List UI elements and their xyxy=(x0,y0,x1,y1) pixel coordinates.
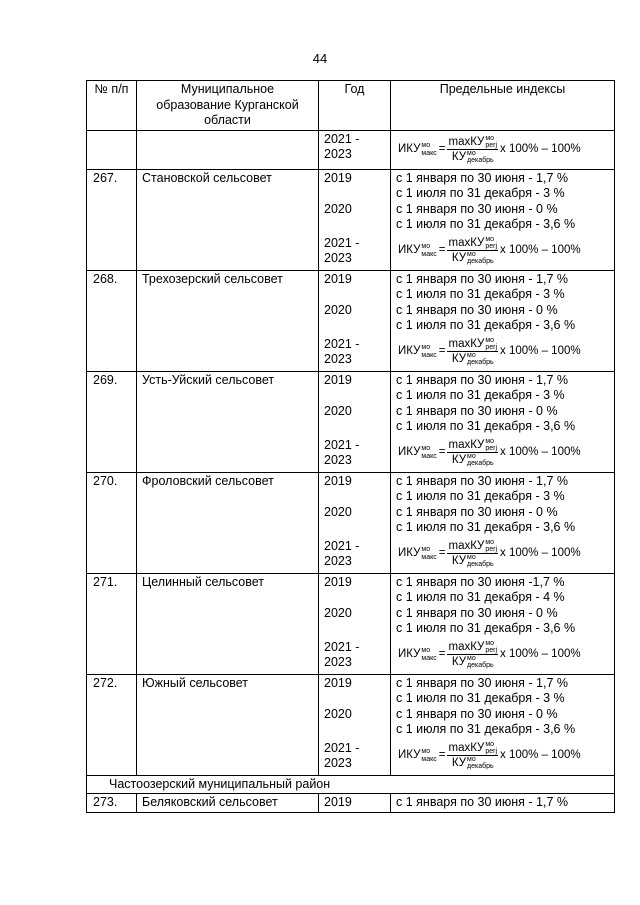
formula-lhs-sup: мо xyxy=(421,747,431,755)
index-line: с 1 января по 30 июня - 1,7 % xyxy=(396,271,568,286)
cell-year xyxy=(319,674,391,775)
cell-num: 272. xyxy=(87,674,137,775)
year-gap xyxy=(324,590,385,606)
index-line: с 1 января по 30 июня - 0 % xyxy=(396,605,558,620)
formula xyxy=(396,334,609,370)
index-line: с 1 января по 30 июня - 0 % xyxy=(396,504,558,519)
formula-num-sub: perj xyxy=(485,647,498,654)
formula-lhs-sup: мо xyxy=(421,242,431,250)
year-gap xyxy=(324,621,385,637)
year-gap xyxy=(324,217,385,233)
year-2020: 2020 xyxy=(324,302,352,317)
formula-num-sub: perj xyxy=(485,445,498,452)
formula-numerator xyxy=(447,438,498,453)
formula-lhs-indices xyxy=(421,344,436,360)
formula-den-sub: декабрь xyxy=(467,157,494,164)
cell-num xyxy=(87,130,137,169)
index-line: с 1 июля по 31 декабря - 3,6 % xyxy=(396,419,576,433)
formula-num-sup: мо xyxy=(485,135,495,142)
year-range: 2021 - 2023 xyxy=(324,235,360,265)
formula-num-indices xyxy=(485,135,497,149)
cell-year xyxy=(319,371,391,472)
formula-num-indices xyxy=(485,337,497,351)
cell-index: с 1 января по 30 июня - 1,7 % xyxy=(391,794,615,813)
year-2019: 2019 xyxy=(324,271,352,286)
formula-num-indices xyxy=(485,438,497,452)
formula-lhs-sup: мо xyxy=(421,343,431,351)
header-year xyxy=(319,81,391,131)
formula-fraction xyxy=(447,640,498,669)
year-2019: 2019 xyxy=(324,675,352,690)
formula-equals: = xyxy=(438,748,446,761)
formula-num-main: maxКУ xyxy=(448,742,485,754)
cell-year xyxy=(319,130,391,169)
cell-year xyxy=(319,270,391,371)
cell-name xyxy=(137,130,319,169)
formula-denominator xyxy=(451,453,495,467)
cell-name: Трехозерский сельсовет xyxy=(137,270,319,371)
formula-den-indices xyxy=(467,554,494,568)
table-row xyxy=(87,794,615,813)
formula-num-sub: perj xyxy=(485,344,498,351)
year-2020: 2020 xyxy=(324,605,352,620)
formula-lhs-sup: мо xyxy=(421,444,431,452)
year-gap xyxy=(324,287,385,303)
formula-den-sub: декабрь xyxy=(467,763,494,770)
formula-holder xyxy=(396,637,609,673)
formula-lhs: ИКУ xyxy=(398,748,421,761)
formula-den-main: КУ xyxy=(451,656,466,668)
formula-num-indices xyxy=(485,539,497,553)
formula-den-sup: мо xyxy=(467,150,476,157)
formula-den-sup: мо xyxy=(467,453,476,460)
formula-lhs-indices xyxy=(421,445,436,461)
formula-rest: x 100% – 100% xyxy=(500,445,581,458)
formula-num-main: maxКУ xyxy=(448,540,485,552)
formula-holder xyxy=(396,435,609,471)
formula-rest: x 100% – 100% xyxy=(500,546,581,559)
table-row xyxy=(87,674,615,775)
formula-fraction xyxy=(447,539,498,568)
formula-num-indices xyxy=(485,236,497,250)
cell-name: Беляковский сельсовет xyxy=(137,794,319,813)
formula-holder xyxy=(396,738,609,774)
formula xyxy=(396,637,609,673)
cell-name: Южный сельсовет xyxy=(137,674,319,775)
formula-den-sup: мо xyxy=(467,655,476,662)
year-gap xyxy=(324,722,385,738)
formula-lhs: ИКУ xyxy=(398,344,421,357)
formula-equals: = xyxy=(438,142,446,155)
formula xyxy=(396,536,609,572)
formula-den-indices xyxy=(467,756,494,770)
formula-lhs-sub: макс xyxy=(421,250,437,258)
year-range: 2021 - 2023 xyxy=(324,437,360,467)
year-2020: 2020 xyxy=(324,201,352,216)
formula-lhs-sup: мо xyxy=(421,141,431,149)
index-line: с 1 июля по 31 декабря - 3,6 % xyxy=(396,722,576,736)
formula-lhs-sup: мо xyxy=(421,646,431,654)
index-line: с 1 января по 30 июня - 1,7 % xyxy=(396,675,568,690)
year-range: 2021 - 2023 xyxy=(324,740,360,770)
formula-num-sup: мо xyxy=(485,539,495,546)
formula-denominator xyxy=(451,150,495,164)
formula-num-sup: мо xyxy=(485,741,495,748)
cell-indices xyxy=(391,472,615,573)
formula-num-indices xyxy=(485,741,497,755)
index-line: с 1 июля по 31 декабря - 3,6 % xyxy=(396,217,576,231)
cell-num: 270. xyxy=(87,472,137,573)
formula-num-indices xyxy=(485,640,497,654)
table-header-row xyxy=(87,81,615,131)
formula-num-sub: perj xyxy=(485,546,498,553)
formula-rest: x 100% – 100% xyxy=(500,344,581,357)
formula-num-sup: мо xyxy=(485,640,495,647)
formula-fraction xyxy=(447,337,498,366)
formula-den-indices xyxy=(467,352,494,366)
index-line: с 1 января по 30 июня - 0 % xyxy=(396,706,558,721)
cell-indices xyxy=(391,169,615,270)
year-2020: 2020 xyxy=(324,504,352,519)
cell-indices xyxy=(391,573,615,674)
cell-indices xyxy=(391,371,615,472)
formula-equals: = xyxy=(438,546,446,559)
cell-indices xyxy=(391,270,615,371)
formula-num-main: maxКУ xyxy=(448,641,485,653)
formula-lhs: ИКУ xyxy=(398,142,421,155)
formula-num-sub: perj xyxy=(485,748,498,755)
formula-lhs-sub: макс xyxy=(421,351,437,359)
formula-lhs-sub: макс xyxy=(421,755,437,763)
formula-holder xyxy=(396,233,609,269)
formula-lhs-sub: макс xyxy=(421,149,437,157)
header-name-label: Муниципальное образование Курганской области xyxy=(156,82,299,127)
formula-denominator xyxy=(451,756,495,770)
formula xyxy=(396,738,609,774)
formula-lhs-sub: макс xyxy=(421,654,437,662)
formula-den-sup: мо xyxy=(467,756,476,763)
formula-lhs-sub: макс xyxy=(421,553,437,561)
cell-name: Целинный сельсовет xyxy=(137,573,319,674)
formula-numerator xyxy=(447,640,498,655)
formula-lhs-indices xyxy=(421,142,436,158)
index-line: с 1 июля по 31 декабря - 3 % xyxy=(396,489,565,503)
formula-num-sup: мо xyxy=(485,438,495,445)
header-num xyxy=(87,81,137,131)
formula-den-main: КУ xyxy=(451,757,466,769)
formula-numerator xyxy=(447,539,498,554)
index-line: с 1 января по 30 июня - 1,7 % xyxy=(396,473,568,488)
year-2019: 2019 xyxy=(324,372,352,387)
cell-name: Фроловский сельсовет xyxy=(137,472,319,573)
table-row xyxy=(87,573,615,674)
formula-den-sub: декабрь xyxy=(467,460,494,467)
year-range: 2021 - 2023 xyxy=(324,336,360,366)
formula-num-main: maxКУ xyxy=(448,439,485,451)
formula-rest: x 100% – 100% xyxy=(500,142,581,155)
formula-num-main: maxКУ xyxy=(448,338,485,350)
cell-indices xyxy=(391,674,615,775)
formula xyxy=(396,233,609,269)
table-row xyxy=(87,270,615,371)
formula-den-sub: декабрь xyxy=(467,561,494,568)
page-number: 44 xyxy=(312,51,328,66)
year-gap xyxy=(324,318,385,334)
district-title: Частоозерский муниципальный район xyxy=(87,775,615,794)
formula-lhs-sub: макс xyxy=(421,452,437,460)
cell-num: 269. xyxy=(87,371,137,472)
year-2019: 2019 xyxy=(324,170,352,185)
formula-numerator xyxy=(447,236,498,251)
table-row xyxy=(87,371,615,472)
formula-den-indices xyxy=(467,251,494,265)
formula-equals: = xyxy=(438,243,446,256)
year-2020: 2020 xyxy=(324,706,352,721)
formula-lhs-sup: мо xyxy=(421,545,431,553)
formula-den-main: КУ xyxy=(451,252,466,264)
year-range: 2021 - 2023 xyxy=(324,639,360,669)
index-line: с 1 января по 30 июня - 0 % xyxy=(396,302,558,317)
formula-fraction xyxy=(447,135,498,164)
formula-den-sub: декабрь xyxy=(467,359,494,366)
formula-den-sub: декабрь xyxy=(467,662,494,669)
formula-equals: = xyxy=(438,647,446,660)
formula-equals: = xyxy=(438,445,446,458)
formula-rest: x 100% – 100% xyxy=(500,647,581,660)
cell-num: 267. xyxy=(87,169,137,270)
year-range: 2021 - 2023 xyxy=(324,131,360,161)
index-line: с 1 января по 30 июня - 0 % xyxy=(396,403,558,418)
year-gap xyxy=(324,388,385,404)
cell-num: 273. xyxy=(87,794,137,813)
formula-lhs: ИКУ xyxy=(398,647,421,660)
cell-name: Усть-Уйский сельсовет xyxy=(137,371,319,472)
formula-den-indices xyxy=(467,150,494,164)
formula-lhs: ИКУ xyxy=(398,546,421,559)
formula-den-main: КУ xyxy=(451,454,466,466)
formula-lhs-indices xyxy=(421,546,436,562)
year-2020: 2020 xyxy=(324,403,352,418)
formula-num-sub: perj xyxy=(485,243,498,250)
header-indices-label: Предельные индексы xyxy=(439,82,566,96)
year-gap xyxy=(324,691,385,707)
formula-denominator xyxy=(451,251,495,265)
index-line: с 1 июля по 31 декабря - 3,6 % xyxy=(396,520,576,534)
formula-lhs: ИКУ xyxy=(398,243,421,256)
formula-fraction xyxy=(447,236,498,265)
district-row xyxy=(87,775,615,794)
index-line: с 1 июля по 31 декабря - 3,6 % xyxy=(396,318,576,332)
formula-num-main: maxКУ xyxy=(448,136,485,148)
formula xyxy=(396,132,609,168)
index-line: с 1 января по 30 июня - 1,7 % xyxy=(396,372,568,387)
cell-num: 271. xyxy=(87,573,137,674)
table-row xyxy=(87,472,615,573)
formula-lhs-indices xyxy=(421,243,436,259)
formula-rest: x 100% – 100% xyxy=(500,748,581,761)
index-line: с 1 июля по 31 декабря - 3 % xyxy=(396,287,565,301)
formula-num-sup: мо xyxy=(485,337,495,344)
index-line: с 1 января по 30 июня - 1,7 % xyxy=(396,170,568,185)
year-gap xyxy=(324,419,385,435)
formula-den-indices xyxy=(467,655,494,669)
formula-rest: x 100% – 100% xyxy=(500,243,581,256)
formula-equals: = xyxy=(438,344,446,357)
cell-name: Становской сельсовет xyxy=(137,169,319,270)
header-year-label: Год xyxy=(344,82,365,96)
indices-table xyxy=(86,80,615,813)
year-gap xyxy=(324,489,385,505)
formula-numerator xyxy=(447,741,498,756)
year-gap xyxy=(324,520,385,536)
cell-year xyxy=(319,573,391,674)
year-gap xyxy=(324,186,385,202)
formula-holder xyxy=(396,334,609,370)
index-line: с 1 января по 30 июня -1,7 % xyxy=(396,574,565,589)
formula-numerator xyxy=(447,135,498,150)
formula-den-sup: мо xyxy=(467,554,476,561)
index-line: с 1 июля по 31 декабря - 3,6 % xyxy=(396,621,576,635)
formula-num-sub: perj xyxy=(485,142,498,149)
formula-lhs: ИКУ xyxy=(398,445,421,458)
formula-den-sub: декабрь xyxy=(467,258,494,265)
cell-num: 268. xyxy=(87,270,137,371)
formula-fraction xyxy=(447,438,498,467)
index-line: с 1 июля по 31 декабря - 4 % xyxy=(396,590,565,604)
formula-num-main: maxКУ xyxy=(448,237,485,249)
formula-den-indices xyxy=(467,453,494,467)
formula-lhs-indices xyxy=(421,647,436,663)
formula-denominator xyxy=(451,352,495,366)
formula xyxy=(396,435,609,471)
table-row xyxy=(87,169,615,270)
formula-num-sup: мо xyxy=(485,236,495,243)
index-line: с 1 июля по 31 декабря - 3 % xyxy=(396,186,565,200)
year-2019: 2019 xyxy=(324,574,352,589)
formula-holder xyxy=(396,536,609,572)
header-num-label: № п/п xyxy=(94,82,129,96)
cell-formula xyxy=(391,130,615,169)
formula-lhs-indices xyxy=(421,748,436,764)
index-line: с 1 июля по 31 декабря - 3 % xyxy=(396,691,565,705)
formula-numerator xyxy=(447,337,498,352)
formula-den-sup: мо xyxy=(467,251,476,258)
index-line: с 1 июля по 31 декабря - 3 % xyxy=(396,388,565,402)
header-indices xyxy=(391,81,615,131)
index-line: с 1 января по 30 июня - 0 % xyxy=(396,201,558,216)
formula-den-main: КУ xyxy=(451,555,466,567)
cell-year xyxy=(319,472,391,573)
formula-fraction xyxy=(447,741,498,770)
settlement-rows xyxy=(87,169,615,775)
header-name xyxy=(137,81,319,131)
formula-denominator xyxy=(451,554,495,568)
year-2019: 2019 xyxy=(324,473,352,488)
table-row xyxy=(87,130,615,169)
formula-den-main: КУ xyxy=(451,151,466,163)
formula-den-sup: мо xyxy=(467,352,476,359)
cell-year xyxy=(319,169,391,270)
formula-denominator xyxy=(451,655,495,669)
formula-den-main: КУ xyxy=(451,353,466,365)
year-range: 2021 - 2023 xyxy=(324,538,360,568)
cell-year: 2019 xyxy=(319,794,391,813)
